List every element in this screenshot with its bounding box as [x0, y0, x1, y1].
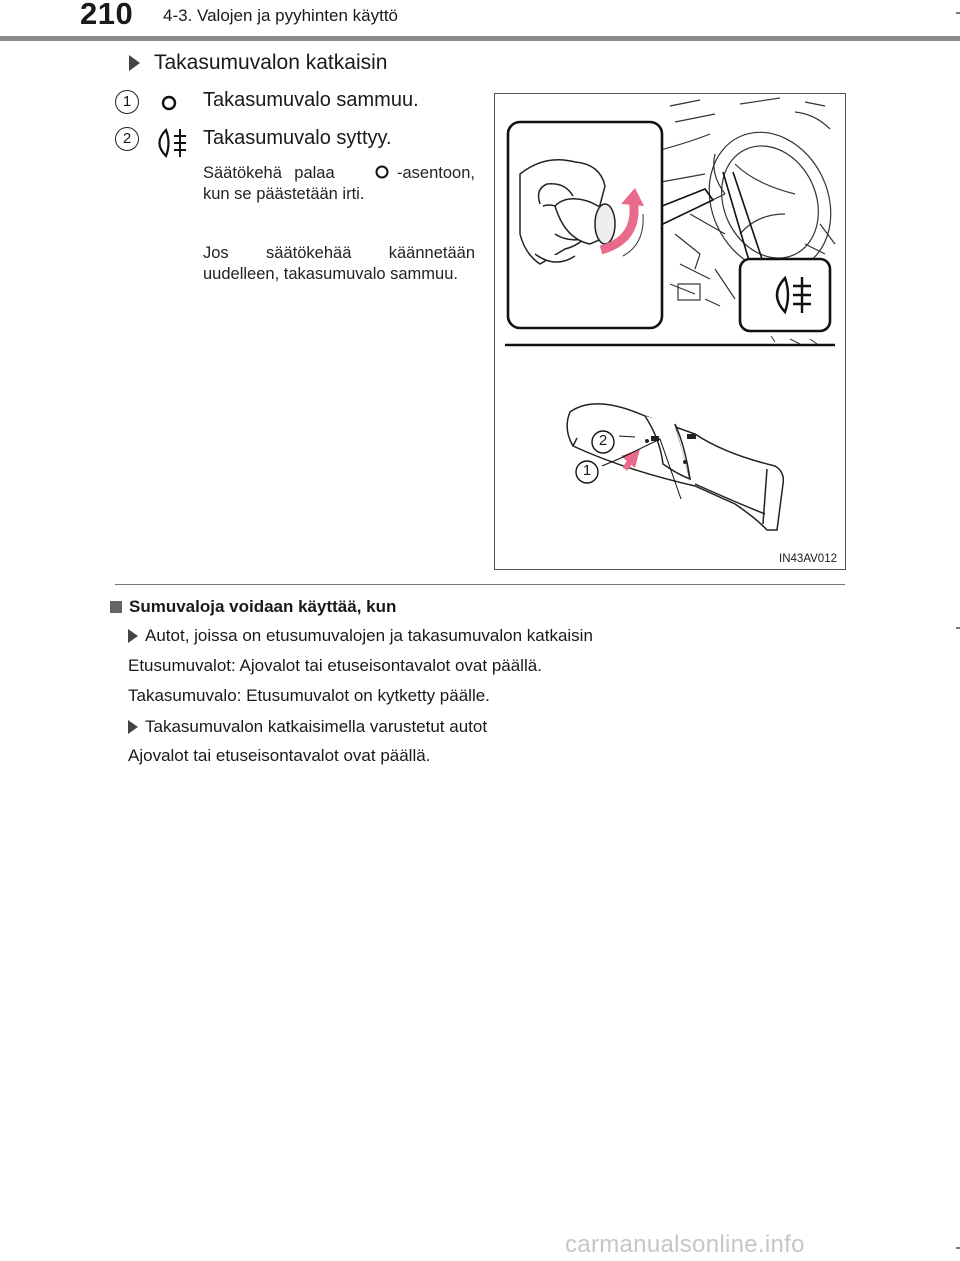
illustration-figure	[494, 93, 846, 570]
return-note-before: Säätökehä palaa	[203, 164, 335, 182]
return-note-paragraph	[203, 163, 475, 205]
item-text-1: Takasumuvalo sammuu.	[203, 89, 419, 111]
item-number-1: 1	[115, 90, 139, 114]
rear-fog-light-icon	[150, 126, 188, 160]
triangle-bullet-icon	[128, 720, 138, 734]
callout-1: 1	[582, 462, 592, 479]
section-separator	[115, 584, 845, 585]
condition-bullet-2	[128, 717, 487, 737]
section-title: Takasumuvalon katkaisin	[154, 51, 388, 74]
off-circle-icon	[160, 94, 178, 112]
condition-line-1: Etusumuvalot: Ajovalot tai etuseisontavalot ovat päällä.	[128, 656, 542, 675]
item-number-2: 2	[115, 127, 139, 151]
page-header	[0, 0, 960, 42]
off-circle-icon	[373, 165, 393, 179]
condition-bullet-2-text: Takasumuvalon katkaisimella varustetut autot	[145, 717, 488, 736]
callout-2: 2	[598, 432, 608, 449]
triangle-bullet-icon	[128, 629, 138, 643]
square-bullet-icon	[110, 601, 122, 613]
dashboard-lever-illustration	[495, 94, 845, 569]
margin-tick	[956, 1247, 960, 1249]
triangle-bullet-icon	[129, 55, 140, 71]
condition-bullet-1-text: Autot, joissa on etusumuvalojen ja takasumuvalon katkaisin	[145, 626, 593, 645]
return-note-after: -asentoon, kun se päästetään irti.	[203, 164, 475, 203]
turn-again-paragraph: Jos säätökehää käännetään uudelleen, takasumuvalo sammuu.	[203, 244, 475, 283]
section-heading	[129, 51, 387, 75]
page-number: 210	[80, 0, 134, 31]
condition-bullet-1	[128, 626, 593, 646]
item-text-2: Takasumuvalo syttyy.	[203, 127, 392, 149]
condition-line-2: Takasumuvalo: Etusumuvalot on kytketty päälle.	[128, 686, 490, 705]
header-rule	[0, 36, 960, 41]
condition-line-3: Ajovalot tai etuseisontavalot ovat päällä.	[128, 746, 431, 765]
margin-tick	[956, 12, 960, 14]
figure-code: IN43AV012	[779, 553, 837, 565]
margin-tick	[956, 627, 960, 629]
chapter-title: 4-3. Valojen ja pyyhinten käyttö	[163, 6, 398, 25]
conditions-heading	[110, 597, 396, 617]
conditions-heading-text: Sumuvaloja voidaan käyttää, kun	[129, 597, 397, 616]
watermark: carmanualsonline.info	[565, 1231, 805, 1258]
